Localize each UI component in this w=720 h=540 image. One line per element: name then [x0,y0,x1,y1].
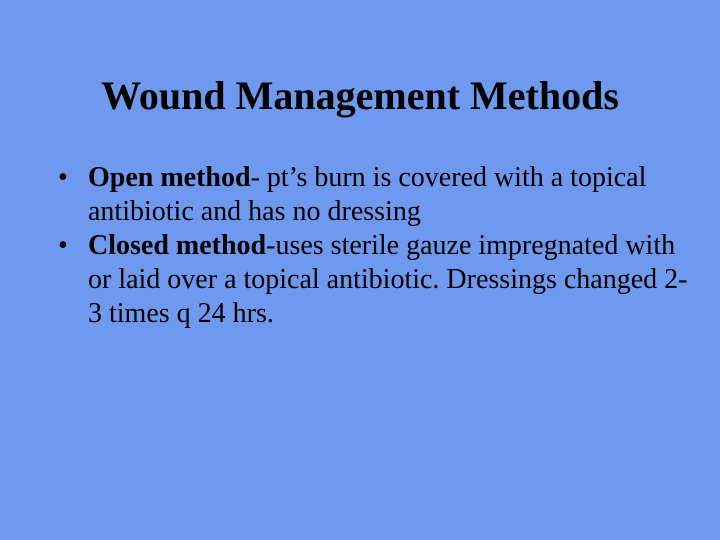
bullet-text: -uses sterile gauze impregnated with or laid over a topical antibiotic. Dressings changed 2-3 times q 24 hrs. [88,230,688,329]
bullet-marker: • [58,230,68,261]
bullet-marker: • [58,162,68,193]
bullet-term: Open method [88,162,251,193]
bullet-open-method [58,161,688,229]
bullet-text: - pt’s burn is covered with a topical antibiotic and has no dressing [88,162,647,227]
slide-title: Wound Management Methods [101,73,619,118]
bullet-term: Closed method [88,230,267,261]
bullet-closed-method [58,229,688,331]
bullet-list [58,161,688,331]
